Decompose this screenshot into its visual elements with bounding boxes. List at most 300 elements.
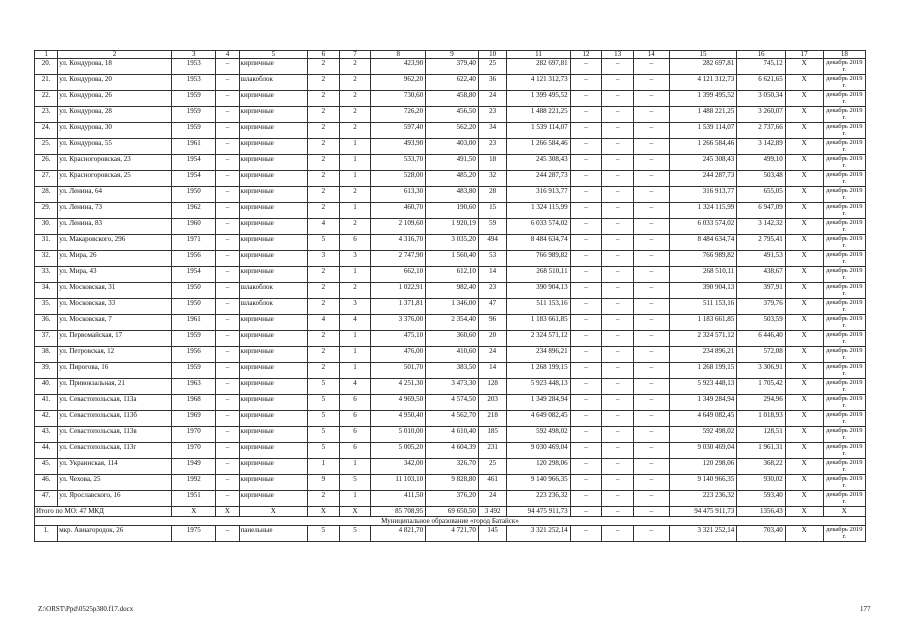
table-cell: 9 030 469,04: [669, 443, 736, 459]
table-cell: –: [570, 107, 602, 123]
table-cell: 1953: [172, 59, 216, 75]
table-cell: 1 346,00: [426, 299, 479, 315]
table-cell: 9 140 966,35: [669, 475, 736, 491]
table-cell: –: [570, 363, 602, 379]
table-cell: Х: [785, 123, 823, 139]
table-cell: 96: [478, 315, 506, 331]
table-cell: 460,70: [371, 203, 426, 219]
table-cell: 726,20: [371, 107, 426, 123]
table-cell: кирпичные: [239, 171, 308, 187]
table-cell: 185: [478, 427, 506, 443]
table-cell: кирпичные: [239, 395, 308, 411]
table-cell: шлакоблок: [239, 75, 308, 91]
table-cell: 268 510,11: [507, 267, 570, 283]
table-cell: 493,90: [371, 139, 426, 155]
table-cell: 5: [339, 475, 371, 491]
table-cell: 1 349 284,94: [507, 395, 570, 411]
table-cell: 316 913,77: [507, 187, 570, 203]
table-cell: Х: [785, 75, 823, 91]
table-cell: 3: [308, 251, 340, 267]
table-cell: Х: [785, 203, 823, 219]
table-cell: 1970: [172, 427, 216, 443]
table-cell: 1 488 221,25: [507, 107, 570, 123]
table-cell: –: [602, 171, 634, 187]
column-number-cell: 9: [426, 51, 479, 59]
table-row: [35, 299, 866, 315]
table-cell: –: [570, 299, 602, 315]
table-cell: 1 018,93: [737, 411, 786, 427]
table-cell: 562,20: [426, 123, 479, 139]
total-cell: 85 708,95: [371, 507, 426, 517]
table-cell: ул. Кондурова, 28: [58, 107, 172, 123]
table-cell: декабрь 2019 г.: [823, 427, 865, 443]
table-cell: 1: [339, 491, 371, 507]
table-cell: –: [633, 267, 669, 283]
column-number-cell: 7: [339, 51, 371, 59]
table-cell: 2: [308, 155, 340, 171]
table-cell: 1 560,40: [426, 251, 479, 267]
table-cell: 1960: [172, 219, 216, 235]
table-cell: 1 920,19: [426, 219, 479, 235]
table-cell: ул. Первомайская, 17: [58, 331, 172, 347]
table-cell: 2: [339, 59, 371, 75]
table-cell: 1956: [172, 347, 216, 363]
table-cell: 1 183 661,85: [669, 315, 736, 331]
table-cell: 38.: [35, 347, 58, 363]
table-cell: 1956: [172, 251, 216, 267]
table-cell: ул. Московская, 33: [58, 299, 172, 315]
table-cell: 962,20: [371, 75, 426, 91]
table-cell: декабрь 2019 г.: [823, 219, 865, 235]
table-row: [35, 411, 866, 427]
table-cell: 4 821,70: [371, 526, 426, 542]
table-cell: –: [602, 267, 634, 283]
table-cell: –: [570, 459, 602, 475]
table-cell: –: [602, 411, 634, 427]
table-cell: 9 140 966,35: [507, 475, 570, 491]
table-cell: 18: [478, 155, 506, 171]
table-cell: декабрь 2019 г.: [823, 411, 865, 427]
column-number-cell: 5: [239, 51, 308, 59]
total-cell: Х: [172, 507, 216, 517]
table-cell: 24: [478, 491, 506, 507]
table-cell: декабрь 2019 г.: [823, 235, 865, 251]
table-cell: Х: [785, 267, 823, 283]
table-row: [35, 526, 866, 542]
table-cell: –: [570, 139, 602, 155]
table-cell: –: [570, 75, 602, 91]
column-number-cell: 11: [507, 51, 570, 59]
table-cell: 1 022,91: [371, 283, 426, 299]
table-cell: –: [570, 491, 602, 507]
table-cell: –: [633, 299, 669, 315]
table-row: [35, 347, 866, 363]
table-cell: декабрь 2019 г.: [823, 299, 865, 315]
table-cell: декабрь 2019 г.: [823, 139, 865, 155]
table-cell: 23.: [35, 107, 58, 123]
table-cell: ул. Мира, 43: [58, 267, 172, 283]
table-cell: 24.: [35, 123, 58, 139]
table-cell: –: [216, 75, 239, 91]
table-cell: 397,91: [737, 283, 786, 299]
table-cell: –: [602, 491, 634, 507]
table-cell: 1: [308, 459, 340, 475]
table-cell: –: [602, 59, 634, 75]
column-number-cell: 10: [478, 51, 506, 59]
table-cell: 1975: [172, 526, 216, 542]
table-cell: 6 621,65: [737, 75, 786, 91]
table-cell: –: [216, 267, 239, 283]
table-cell: 528,00: [371, 171, 426, 187]
table-cell: 24: [478, 347, 506, 363]
table-cell: ул. Мира, 26: [58, 251, 172, 267]
table-cell: 1: [339, 459, 371, 475]
table-cell: –: [602, 219, 634, 235]
table-cell: –: [216, 155, 239, 171]
table-cell: декабрь 2019 г.: [823, 203, 865, 219]
table-cell: –: [570, 155, 602, 171]
table-cell: 2: [339, 219, 371, 235]
table-cell: 503,59: [737, 315, 786, 331]
table-cell: 1 399 495,52: [507, 91, 570, 107]
table-cell: 22.: [35, 91, 58, 107]
table-cell: Х: [785, 526, 823, 542]
table-cell: 1 268 199,15: [669, 363, 736, 379]
table-cell: 33.: [35, 267, 58, 283]
column-number-cell: 18: [823, 51, 865, 59]
table-cell: 37.: [35, 331, 58, 347]
table-cell: 1961: [172, 139, 216, 155]
table-cell: –: [633, 139, 669, 155]
table-cell: 383,50: [426, 363, 479, 379]
table-cell: 572,08: [737, 347, 786, 363]
table-cell: 223 236,32: [507, 491, 570, 507]
table-cell: 2: [308, 75, 340, 91]
table-cell: 145: [478, 526, 506, 542]
table-cell: –: [216, 219, 239, 235]
table-row: [35, 283, 866, 299]
table-row: [35, 475, 866, 491]
column-number-cell: 2: [58, 51, 172, 59]
table-cell: 593,40: [737, 491, 786, 507]
table-cell: 5 005,20: [371, 443, 426, 459]
municipality-heading: Муниципальное образование «город Батайск»: [35, 517, 866, 526]
column-number-cell: 1: [35, 51, 58, 59]
table-cell: 6: [339, 427, 371, 443]
table-cell: –: [216, 91, 239, 107]
table-cell: декабрь 2019 г.: [823, 459, 865, 475]
table-cell: 2 354,40: [426, 315, 479, 331]
total-cell: Х: [339, 507, 371, 517]
table-cell: 234 896,21: [507, 347, 570, 363]
total-cell: Х: [823, 507, 865, 517]
table-row: [35, 139, 866, 155]
table-cell: 483,80: [426, 187, 479, 203]
table-cell: 1: [339, 171, 371, 187]
table-cell: 662,10: [371, 267, 426, 283]
table-cell: Х: [785, 491, 823, 507]
table-row: [35, 203, 866, 219]
table-cell: –: [216, 235, 239, 251]
table-cell: 1959: [172, 91, 216, 107]
table-cell: 2 324 571,12: [507, 331, 570, 347]
column-number-row: [35, 51, 866, 59]
table-cell: декабрь 2019 г.: [823, 491, 865, 507]
table-cell: –: [633, 283, 669, 299]
table-cell: 25: [478, 59, 506, 75]
table-cell: 390 904,13: [507, 283, 570, 299]
table-cell: 6 446,40: [737, 331, 786, 347]
table-cell: 3 260,07: [737, 107, 786, 123]
table-cell: ул. Кондурова, 55: [58, 139, 172, 155]
table-cell: –: [633, 475, 669, 491]
table-cell: Х: [785, 219, 823, 235]
total-label: Итого по МО: 47 МКД: [35, 507, 172, 517]
table-cell: 1 705,42: [737, 379, 786, 395]
table-cell: –: [602, 526, 634, 542]
table-cell: –: [570, 283, 602, 299]
table-cell: 2: [339, 187, 371, 203]
table-cell: –: [216, 347, 239, 363]
table-cell: –: [633, 123, 669, 139]
table-cell: 360,60: [426, 331, 479, 347]
table-cell: –: [570, 267, 602, 283]
table-cell: 2 747,90: [371, 251, 426, 267]
table-cell: –: [570, 331, 602, 347]
table-cell: 23: [478, 283, 506, 299]
table-cell: ул. Чехова, 25: [58, 475, 172, 491]
table-cell: 3 050,34: [737, 91, 786, 107]
table-cell: 14: [478, 363, 506, 379]
table-cell: 1: [339, 363, 371, 379]
table-cell: 1954: [172, 267, 216, 283]
table-cell: 234 896,21: [669, 347, 736, 363]
table-cell: 218: [478, 411, 506, 427]
table-cell: –: [602, 443, 634, 459]
table-cell: 282 697,81: [507, 59, 570, 75]
table-cell: кирпичные: [239, 427, 308, 443]
table-cell: 655,05: [737, 187, 786, 203]
table-row: [35, 331, 866, 347]
table-cell: 4 604,39: [426, 443, 479, 459]
table-cell: 1970: [172, 443, 216, 459]
table-cell: 2: [308, 107, 340, 123]
table-cell: –: [570, 411, 602, 427]
table-cell: –: [602, 235, 634, 251]
table-cell: 3 473,30: [426, 379, 479, 395]
table-cell: декабрь 2019 г.: [823, 363, 865, 379]
table-cell: мкр. Авиагородок, 26: [58, 526, 172, 542]
table-cell: ул. Пирогова, 16: [58, 363, 172, 379]
table-cell: 4 721,70: [426, 526, 479, 542]
total-row: [35, 507, 866, 517]
table-cell: –: [602, 427, 634, 443]
table-cell: 5: [308, 235, 340, 251]
table-cell: Х: [785, 379, 823, 395]
table-cell: 1 324 115,99: [507, 203, 570, 219]
table-cell: –: [633, 459, 669, 475]
table-cell: 6 947,09: [737, 203, 786, 219]
table-cell: –: [633, 379, 669, 395]
table-cell: ул. Ленина, 73: [58, 203, 172, 219]
total-cell: Х: [239, 507, 308, 517]
table-cell: ул. Привокзальная, 21: [58, 379, 172, 395]
table-cell: –: [216, 427, 239, 443]
total-cell: Х: [216, 507, 239, 517]
column-number-cell: 13: [602, 51, 634, 59]
table-cell: 43.: [35, 427, 58, 443]
table-cell: 403,00: [426, 139, 479, 155]
table-cell: 46.: [35, 475, 58, 491]
table-cell: 533,70: [371, 155, 426, 171]
table-cell: 1950: [172, 299, 216, 315]
table-cell: 1: [339, 331, 371, 347]
table-cell: 390 904,13: [669, 283, 736, 299]
table-cell: Х: [785, 347, 823, 363]
table-cell: –: [602, 459, 634, 475]
table-cell: Х: [785, 139, 823, 155]
table-cell: 1 539 114,07: [507, 123, 570, 139]
table-cell: 23: [478, 139, 506, 155]
table-cell: 20: [478, 331, 506, 347]
table-cell: ул. Севастопольская, 113в: [58, 427, 172, 443]
table-cell: 1 268 199,15: [507, 363, 570, 379]
table-cell: Х: [785, 155, 823, 171]
table-cell: –: [633, 347, 669, 363]
table-cell: 25.: [35, 139, 58, 155]
table-cell: 4 610,40: [426, 427, 479, 443]
table-cell: 326,70: [426, 459, 479, 475]
table-cell: 491,53: [737, 251, 786, 267]
table-cell: 485,20: [426, 171, 479, 187]
table-row: [35, 123, 866, 139]
table-cell: –: [633, 203, 669, 219]
table-cell: –: [602, 251, 634, 267]
table-cell: 2 795,41: [737, 235, 786, 251]
table-cell: –: [570, 203, 602, 219]
table-cell: 1963: [172, 379, 216, 395]
table-cell: –: [216, 203, 239, 219]
table-cell: декабрь 2019 г.: [823, 443, 865, 459]
table-cell: –: [633, 75, 669, 91]
table-row: [35, 171, 866, 187]
table-cell: –: [602, 187, 634, 203]
table-cell: 1954: [172, 155, 216, 171]
table-cell: 5 010,00: [371, 427, 426, 443]
table-cell: 47: [478, 299, 506, 315]
table-cell: 2: [339, 91, 371, 107]
column-number-cell: 8: [371, 51, 426, 59]
table-cell: –: [602, 299, 634, 315]
table-cell: кирпичные: [239, 235, 308, 251]
table-cell: 2: [308, 267, 340, 283]
table-row: [35, 395, 866, 411]
table-cell: кирпичные: [239, 59, 308, 75]
table-cell: декабрь 2019 г.: [823, 331, 865, 347]
table-cell: декабрь 2019 г.: [823, 475, 865, 491]
table-cell: –: [570, 427, 602, 443]
table-cell: ул. Макаровского, 296: [58, 235, 172, 251]
table-cell: 1 488 221,25: [669, 107, 736, 123]
table-cell: –: [602, 363, 634, 379]
table-cell: –: [602, 283, 634, 299]
table-cell: 1 324 115,99: [669, 203, 736, 219]
table-cell: 438,67: [737, 267, 786, 283]
table-cell: 4 121 312,73: [669, 75, 736, 91]
table-cell: –: [602, 203, 634, 219]
table-cell: декабрь 2019 г.: [823, 171, 865, 187]
table-cell: декабрь 2019 г.: [823, 107, 865, 123]
table-cell: 2: [308, 331, 340, 347]
table-cell: 2: [339, 283, 371, 299]
table-cell: 4: [339, 315, 371, 331]
total-cell: 94 475 911,73: [669, 507, 736, 517]
table-cell: –: [602, 475, 634, 491]
table-cell: 503,48: [737, 171, 786, 187]
column-number-cell: 12: [570, 51, 602, 59]
table-cell: –: [216, 315, 239, 331]
table-cell: 3: [339, 299, 371, 315]
table-cell: 4 121 312,73: [507, 75, 570, 91]
table-cell: 245 308,43: [669, 155, 736, 171]
table-cell: 36: [478, 75, 506, 91]
table-cell: 27.: [35, 171, 58, 187]
table-cell: 231: [478, 443, 506, 459]
table-cell: –: [216, 459, 239, 475]
register-table-container: [34, 50, 866, 542]
table-cell: 1951: [172, 491, 216, 507]
table-cell: Х: [785, 91, 823, 107]
table-cell: –: [570, 187, 602, 203]
table-cell: 8 484 634,74: [507, 235, 570, 251]
table-cell: –: [216, 123, 239, 139]
table-cell: шлакоблок: [239, 299, 308, 315]
table-cell: 1959: [172, 331, 216, 347]
table-cell: 120 298,06: [507, 459, 570, 475]
table-cell: 223 236,32: [669, 491, 736, 507]
table-cell: декабрь 2019 г.: [823, 526, 865, 542]
table-cell: –: [633, 59, 669, 75]
table-cell: –: [216, 299, 239, 315]
table-cell: 1954: [172, 171, 216, 187]
table-row: [35, 235, 866, 251]
table-cell: 2: [308, 363, 340, 379]
table-cell: 36.: [35, 315, 58, 331]
table-cell: 23: [478, 107, 506, 123]
table-cell: –: [633, 251, 669, 267]
table-cell: декабрь 2019 г.: [823, 347, 865, 363]
table-cell: ул. Ярославского, 16: [58, 491, 172, 507]
table-cell: декабрь 2019 г.: [823, 75, 865, 91]
table-cell: 268 510,11: [669, 267, 736, 283]
table-row: [35, 219, 866, 235]
table-body: [35, 51, 866, 542]
table-cell: 6: [339, 443, 371, 459]
table-cell: 982,40: [426, 283, 479, 299]
table-cell: 1 371,81: [371, 299, 426, 315]
table-cell: 2 109,60: [371, 219, 426, 235]
table-cell: кирпичные: [239, 219, 308, 235]
table-cell: 4: [339, 379, 371, 395]
table-cell: 294,96: [737, 395, 786, 411]
table-cell: кирпичные: [239, 155, 308, 171]
table-cell: кирпичные: [239, 187, 308, 203]
total-cell: 1356,43: [737, 507, 786, 517]
table-cell: –: [570, 219, 602, 235]
table-cell: 1 266 584,46: [507, 139, 570, 155]
table-cell: 3 376,00: [371, 315, 426, 331]
table-cell: 1962: [172, 203, 216, 219]
